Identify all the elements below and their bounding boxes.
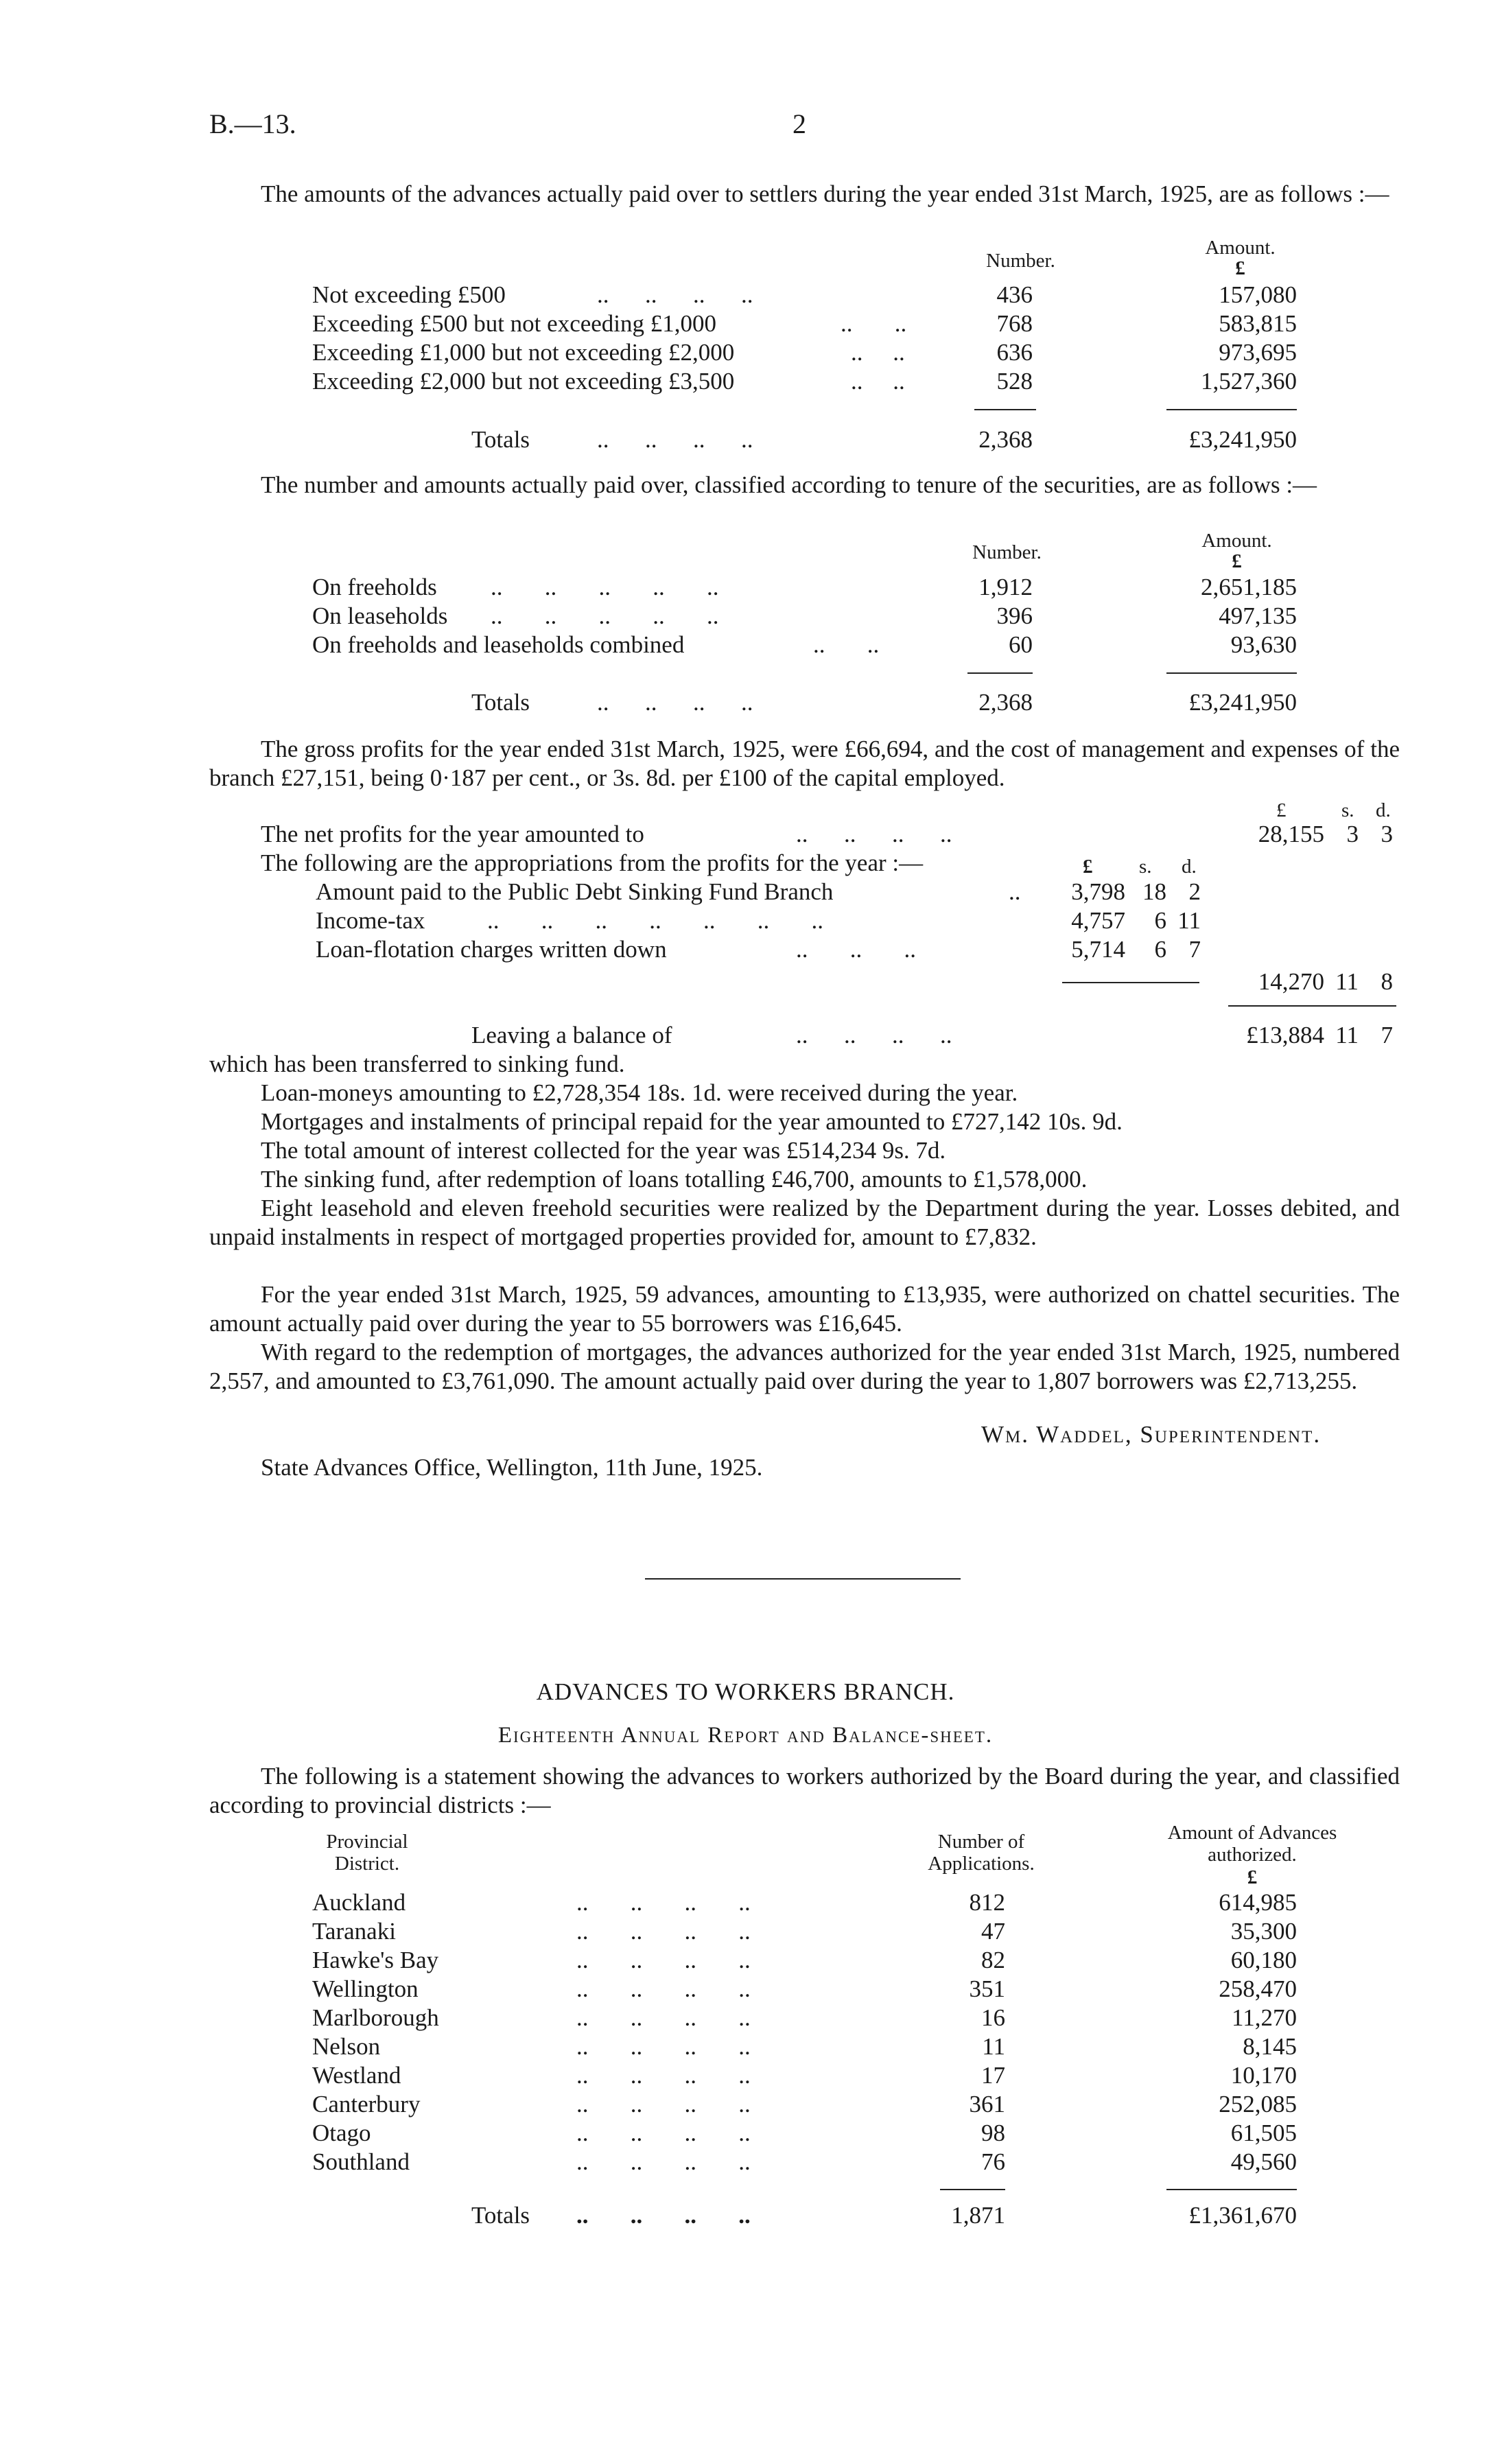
advances-col-currency: £ [1235,257,1245,279]
advances-col-number: Number. [986,250,1055,272]
workers-branch-intro: The following is a statement showing the advances to workers authorized by the Board during the year, and classified according to provincial districts :— [209,1763,1400,1818]
district-amount: 35,300 [1230,1918,1297,1945]
district-amount: 10,170 [1230,2062,1297,2089]
office-dateline: State Advances Office, Wellington, 11th June, 1925. [261,1454,763,1481]
advances-row-amount: 973,695 [1219,339,1297,366]
tenure-row-number: 60 [1009,631,1033,658]
divider [1166,2189,1297,2190]
advances-total-label: Totals [471,426,530,453]
tenure-row-label: On leaseholds [312,602,448,629]
net-profits-label: The net profits for the year amounted to [261,821,644,847]
divider [974,409,1036,410]
leader-dots: .. .. .. .. [576,2148,751,2175]
leader-dots: .. .. .. .. [576,1947,751,1973]
col-amount-currency: £ [1247,1866,1258,1888]
leader-dots: .. .. .. .. .. [491,602,719,629]
balance-pounds: £13,884 [1246,1022,1324,1048]
district-name: Hawke's Bay [312,1947,439,1973]
col-pence: d. [1376,799,1391,821]
mortgages-paragraph: Mortgages and instalments of principal repaid for the year amounted to £727,142 10s. 9d. [261,1108,1123,1135]
workers-branch-subtitle: Eighteenth Annual Report and Balance-sheet. [497,1723,994,1748]
divider [967,672,1033,674]
loan-moneys-paragraph: Loan-moneys amounting to £2,728,354 18s. 1d. were received during the year. [261,1079,1018,1106]
advances-col-amount: Amount. [1205,237,1276,259]
tenure-col-currency: £ [1232,550,1242,572]
appropriation-item-label: Amount paid to the Public Debt Sinking Fund Branch [316,878,834,905]
net-profits-pounds: 28,155 [1258,821,1324,847]
signature: Wm. Waddel, Superintendent. [981,1421,1322,1448]
district-name: Canterbury [312,2091,421,2117]
leader-dots: .. .. .. .. [576,2004,751,2031]
transferred-line: which has been transferred to sinking fund. [209,1051,625,1077]
document-series: B.—13. [209,108,296,139]
leader-dots: .. [1009,878,1021,905]
advances-intro: The amounts of the advances actually paid over to settlers during the year ended 31st March, 1925, are as follows :— [261,180,1389,207]
leader-dots: .. .. .. .. [576,2120,751,2146]
advances-row-number: 768 [996,310,1033,337]
workers-branch-title: ADVANCES TO WORKERS BRANCH. [536,1678,955,1705]
tenure-row-amount: 93,630 [1230,631,1297,658]
app-col-pence: d. [1182,856,1197,878]
tenure-row-number: 396 [996,602,1033,629]
district-applications: 47 [981,1918,1005,1945]
district-name: Auckland [312,1889,406,1916]
appropriation-item-label: Income-tax [316,907,425,934]
appropriation-item-pounds: 5,714 [1071,936,1125,963]
advances-row-number: 636 [996,339,1033,366]
leader-dots: .. .. .. [796,936,916,963]
leader-dots: .. .. [851,368,905,395]
tenure-row-amount: 2,651,185 [1201,574,1297,600]
appropriation-item-pounds: 4,757 [1071,907,1125,934]
app-col-shillings: s. [1139,856,1152,878]
district-name: Wellington [312,1975,419,2002]
leader-dots: .. .. [813,631,880,658]
tenure-row-label: On freeholds and leaseholds combined [312,631,685,658]
advances-row-number: 436 [996,281,1033,308]
tenure-row-number: 1,912 [978,574,1033,600]
advances-row-label: Exceeding £500 but not exceeding £1,000 [312,310,717,337]
appropriations-total-pounds: 14,270 [1258,968,1324,995]
app-col-pounds: £ [1083,856,1093,878]
district-amount: 11,270 [1232,2004,1297,2031]
workers-total-label: Totals [471,2202,530,2229]
appropriation-item-pence: 7 [1188,936,1201,963]
leader-dots: .. .. .. .. [597,689,753,716]
district-name: Nelson [312,2033,381,2060]
tenure-total-amount: £3,241,950 [1188,689,1297,716]
district-applications: 361 [969,2091,1005,2117]
leader-dots: .. .. [841,310,907,337]
appropriation-item-pence: 2 [1188,878,1201,905]
tenure-row-label: On freeholds [312,574,437,600]
net-profits-shillings: 3 [1346,821,1359,847]
district-name: Marlborough [312,2004,439,2031]
page-number: 2 [793,108,806,139]
tenure-col-number: Number. [972,541,1042,563]
appropriations-total-shillings: 11 [1335,968,1359,995]
district-applications: 76 [981,2148,1005,2175]
district-applications: 82 [981,1947,1005,1973]
leader-dots: .. .. .. .. [576,2091,751,2117]
col-provincial-district: Provincial District. [326,1831,408,1875]
appropriation-item-pence: 11 [1177,907,1201,934]
district-applications: 351 [969,1975,1005,2002]
balance-pence: 7 [1381,1022,1393,1048]
divider [1228,1005,1396,1007]
tenure-total-label: Totals [471,689,530,716]
redemption-paragraph: With regard to the redemption of mortgages, the advances authorized for the year ended 31st March, 1925, numbered 2,557, and amounted to £3,761,090. The amount actually paid over during the year to 1,807 borrowers was £2,713,255. [209,1339,1400,1394]
appropriation-item-shillings: 6 [1154,936,1166,963]
section-separator [645,1578,961,1580]
leader-dots: .. .. .. .. [597,426,753,453]
workers-total-amount: £1,361,670 [1188,2202,1297,2229]
district-amount: 258,470 [1219,1975,1297,2002]
sinking-fund-paragraph: The sinking fund, after redemption of loans totalling £46,700, amounts to £1,578,000. [261,1166,1088,1193]
advances-row-amount: 157,080 [1219,281,1297,308]
leader-dots: .. .. .. .. [576,2202,751,2229]
advances-row-number: 528 [996,368,1033,395]
district-applications: 98 [981,2120,1005,2146]
district-applications: 812 [969,1889,1005,1916]
leader-dots: .. .. .. .. [576,1975,751,2002]
district-amount: 614,985 [1219,1889,1297,1916]
district-applications: 11 [982,2033,1005,2060]
appropriations-label: The following are the appropriations from the profits for the year :— [261,849,924,876]
appropriations-total-pence: 8 [1381,968,1393,995]
chattel-paragraph: For the year ended 31st March, 1925, 59 advances, amounting to £13,935, were authorized on chattel securities. The amount actually paid over during the year to 55 borrowers was £16,645. [209,1281,1400,1337]
advances-total-number: 2,368 [978,426,1033,453]
district-applications: 16 [981,2004,1005,2031]
divider [1166,409,1297,410]
district-name: Taranaki [312,1918,396,1945]
district-amount: 8,145 [1243,2033,1297,2060]
workers-total-number: 1,871 [951,2202,1005,2229]
district-applications: 17 [981,2062,1005,2089]
leader-dots: .. .. .. .. [597,281,753,308]
advances-row-amount: 1,527,360 [1201,368,1297,395]
balance-shillings: 11 [1335,1022,1359,1048]
leader-dots: .. .. [851,339,905,366]
tenure-col-amount: Amount. [1201,530,1272,552]
advances-row-label: Exceeding £1,000 but not exceeding £2,000 [312,339,735,366]
district-amount: 60,180 [1230,1947,1297,1973]
divider [940,2189,1005,2190]
advances-row-label: Exceeding £2,000 but not exceeding £3,500 [312,368,735,395]
divider [1062,982,1199,983]
leader-dots: .. .. .. .. .. .. .. [487,907,823,934]
advances-total-amount: £3,241,950 [1188,426,1297,453]
gross-profits-paragraph: The gross profits for the year ended 31st March, 1925, were £66,694, and the cost of management and expenses of the branch £27,151, being 0·187 per cent., or 3s. 8d. per £100 of the capital employed. [209,736,1400,791]
district-name: Westland [312,2062,401,2089]
advances-row-amount: 583,815 [1219,310,1297,337]
leader-dots: .. .. .. .. [576,2033,751,2060]
tenure-total-number: 2,368 [978,689,1033,716]
balance-label: Leaving a balance of [471,1022,672,1048]
securities-paragraph: Eight leasehold and eleven freehold securities were realized by the Department during the year. Losses debited, and unpaid instalments in respect of mortgaged properties provided for, amount to £7,832. [209,1195,1400,1250]
net-profits-pence: 3 [1381,821,1393,847]
col-amount-authorized: Amount of Advances authorized. [1167,1822,1337,1866]
leader-dots: .. .. .. .. [576,2062,751,2089]
col-pounds: £ [1276,799,1287,821]
appropriation-item-shillings: 18 [1142,878,1166,905]
interest-paragraph: The total amount of interest collected for the year was £514,234 9s. 7d. [261,1137,946,1164]
district-amount: 252,085 [1219,2091,1297,2117]
district-name: Southland [312,2148,410,2175]
leader-dots: .. .. .. .. .. [491,574,719,600]
col-number-applications: Number of Applications. [928,1831,1035,1875]
appropriation-item-pounds: 3,798 [1071,878,1125,905]
leader-dots: .. .. .. .. [796,821,952,847]
advances-row-label: Not exceeding £500 [312,281,506,308]
col-shillings: s. [1341,799,1354,821]
leader-dots: .. .. .. .. [796,1022,952,1048]
appropriation-item-shillings: 6 [1154,907,1166,934]
district-name: Otago [312,2120,371,2146]
tenure-intro: The number and amounts actually paid over, classified according to tenure of the securities, are as follows :— [261,471,1317,498]
divider [1166,672,1297,674]
appropriation-item-label: Loan-flotation charges written down [316,936,667,963]
leader-dots: .. .. .. .. [576,1889,751,1916]
leader-dots: .. .. .. .. [576,1918,751,1945]
district-amount: 61,505 [1230,2120,1297,2146]
tenure-row-amount: 497,135 [1219,602,1297,629]
district-amount: 49,560 [1230,2148,1297,2175]
